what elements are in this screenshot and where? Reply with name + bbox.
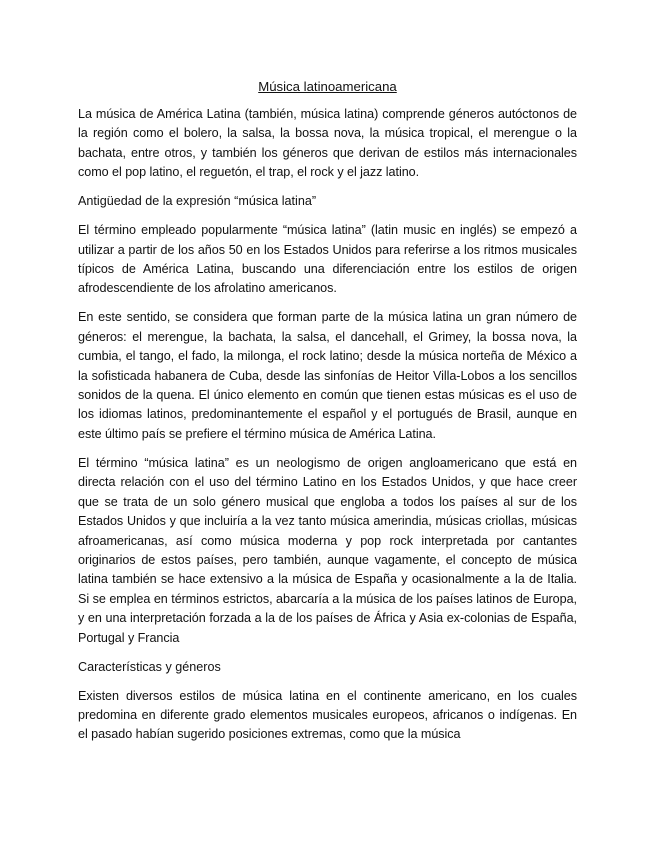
section-heading-caracteristicas: Características y géneros bbox=[78, 659, 221, 674]
document-title: Música latinoamericana bbox=[258, 79, 397, 94]
paragraph-origin-term: El término empleado popularmente “música latina” (latin music en inglés) se empezó a utilizar a partir de los años 50 en los Estados Unidos para referirse a los ritmos musicales típicos de América Latina, buscando una diferenciación entre los estilos de origen afrodescendiente de los afrolatino americanos. bbox=[78, 223, 577, 296]
intro-paragraph: La música de América Latina (también, música latina) comprende géneros autóctonos de la región como el bolero, la salsa, la bossa nova, la música tropical, el merengue o la bachata, entre otros, y también los géneros que derivan de estilos más internacionales como el pop latino, el reguetón, el trap, el rock y el jazz latino. bbox=[78, 107, 577, 180]
paragraph-genres: En este sentido, se considera que forman parte de la música latina un gran número de géneros: el merengue, la bachata, la salsa, el dancehall, el Grimey, la bossa nova, la cumbia, el tango, el fado, la milonga, el rock latino; desde la música norteña de México a la sofisticada habanera de Cuba, desde las sinfonías de Heitor Villa-Lobos a los sencillos sonidos de la quena. El único elemento en común que tienen estas músicas es el uso de los idiomas latinos, predominantemente el español y el portugués de Brasil, aunque en este último país se prefiere el término música de América Latina. bbox=[78, 310, 577, 441]
document-page bbox=[78, 78, 577, 754]
section-heading-antiguedad: Antigüedad de la expresión “música latina” bbox=[78, 194, 317, 209]
paragraph-neologism: El término “música latina” es un neologismo de origen angloamericano que está en directa relación con el uso del término Latino en los Estados Unidos, y que hace creer que se trata de un solo género musical que engloba a todos los países al sur de los Estados Unidos y que incluiría a la vez tanto música amerindia, músicas criollas, músicas afroamericanas, así como música moderna y pop rock interpretada por cantantes originarios de estos países, pero también, aunque vagamente, el concepto de música latina también se hace extensivo a la música de España y ocasionalmente a la de Italia. Si se emplea en términos estrictos, abarcaría a la música de los países latinos de Europa, y en una interpretación forzada a la de los países de África y Asia ex-colonias de España, Portugal y Francia bbox=[78, 455, 577, 645]
paragraph-styles: Existen diversos estilos de música latina en el continente americano, en los cuales predomina en diferente grado elementos musicales europeos, africanos o indígenas. En el pasado habían sugerido posiciones extremas, como que la música bbox=[78, 688, 577, 742]
